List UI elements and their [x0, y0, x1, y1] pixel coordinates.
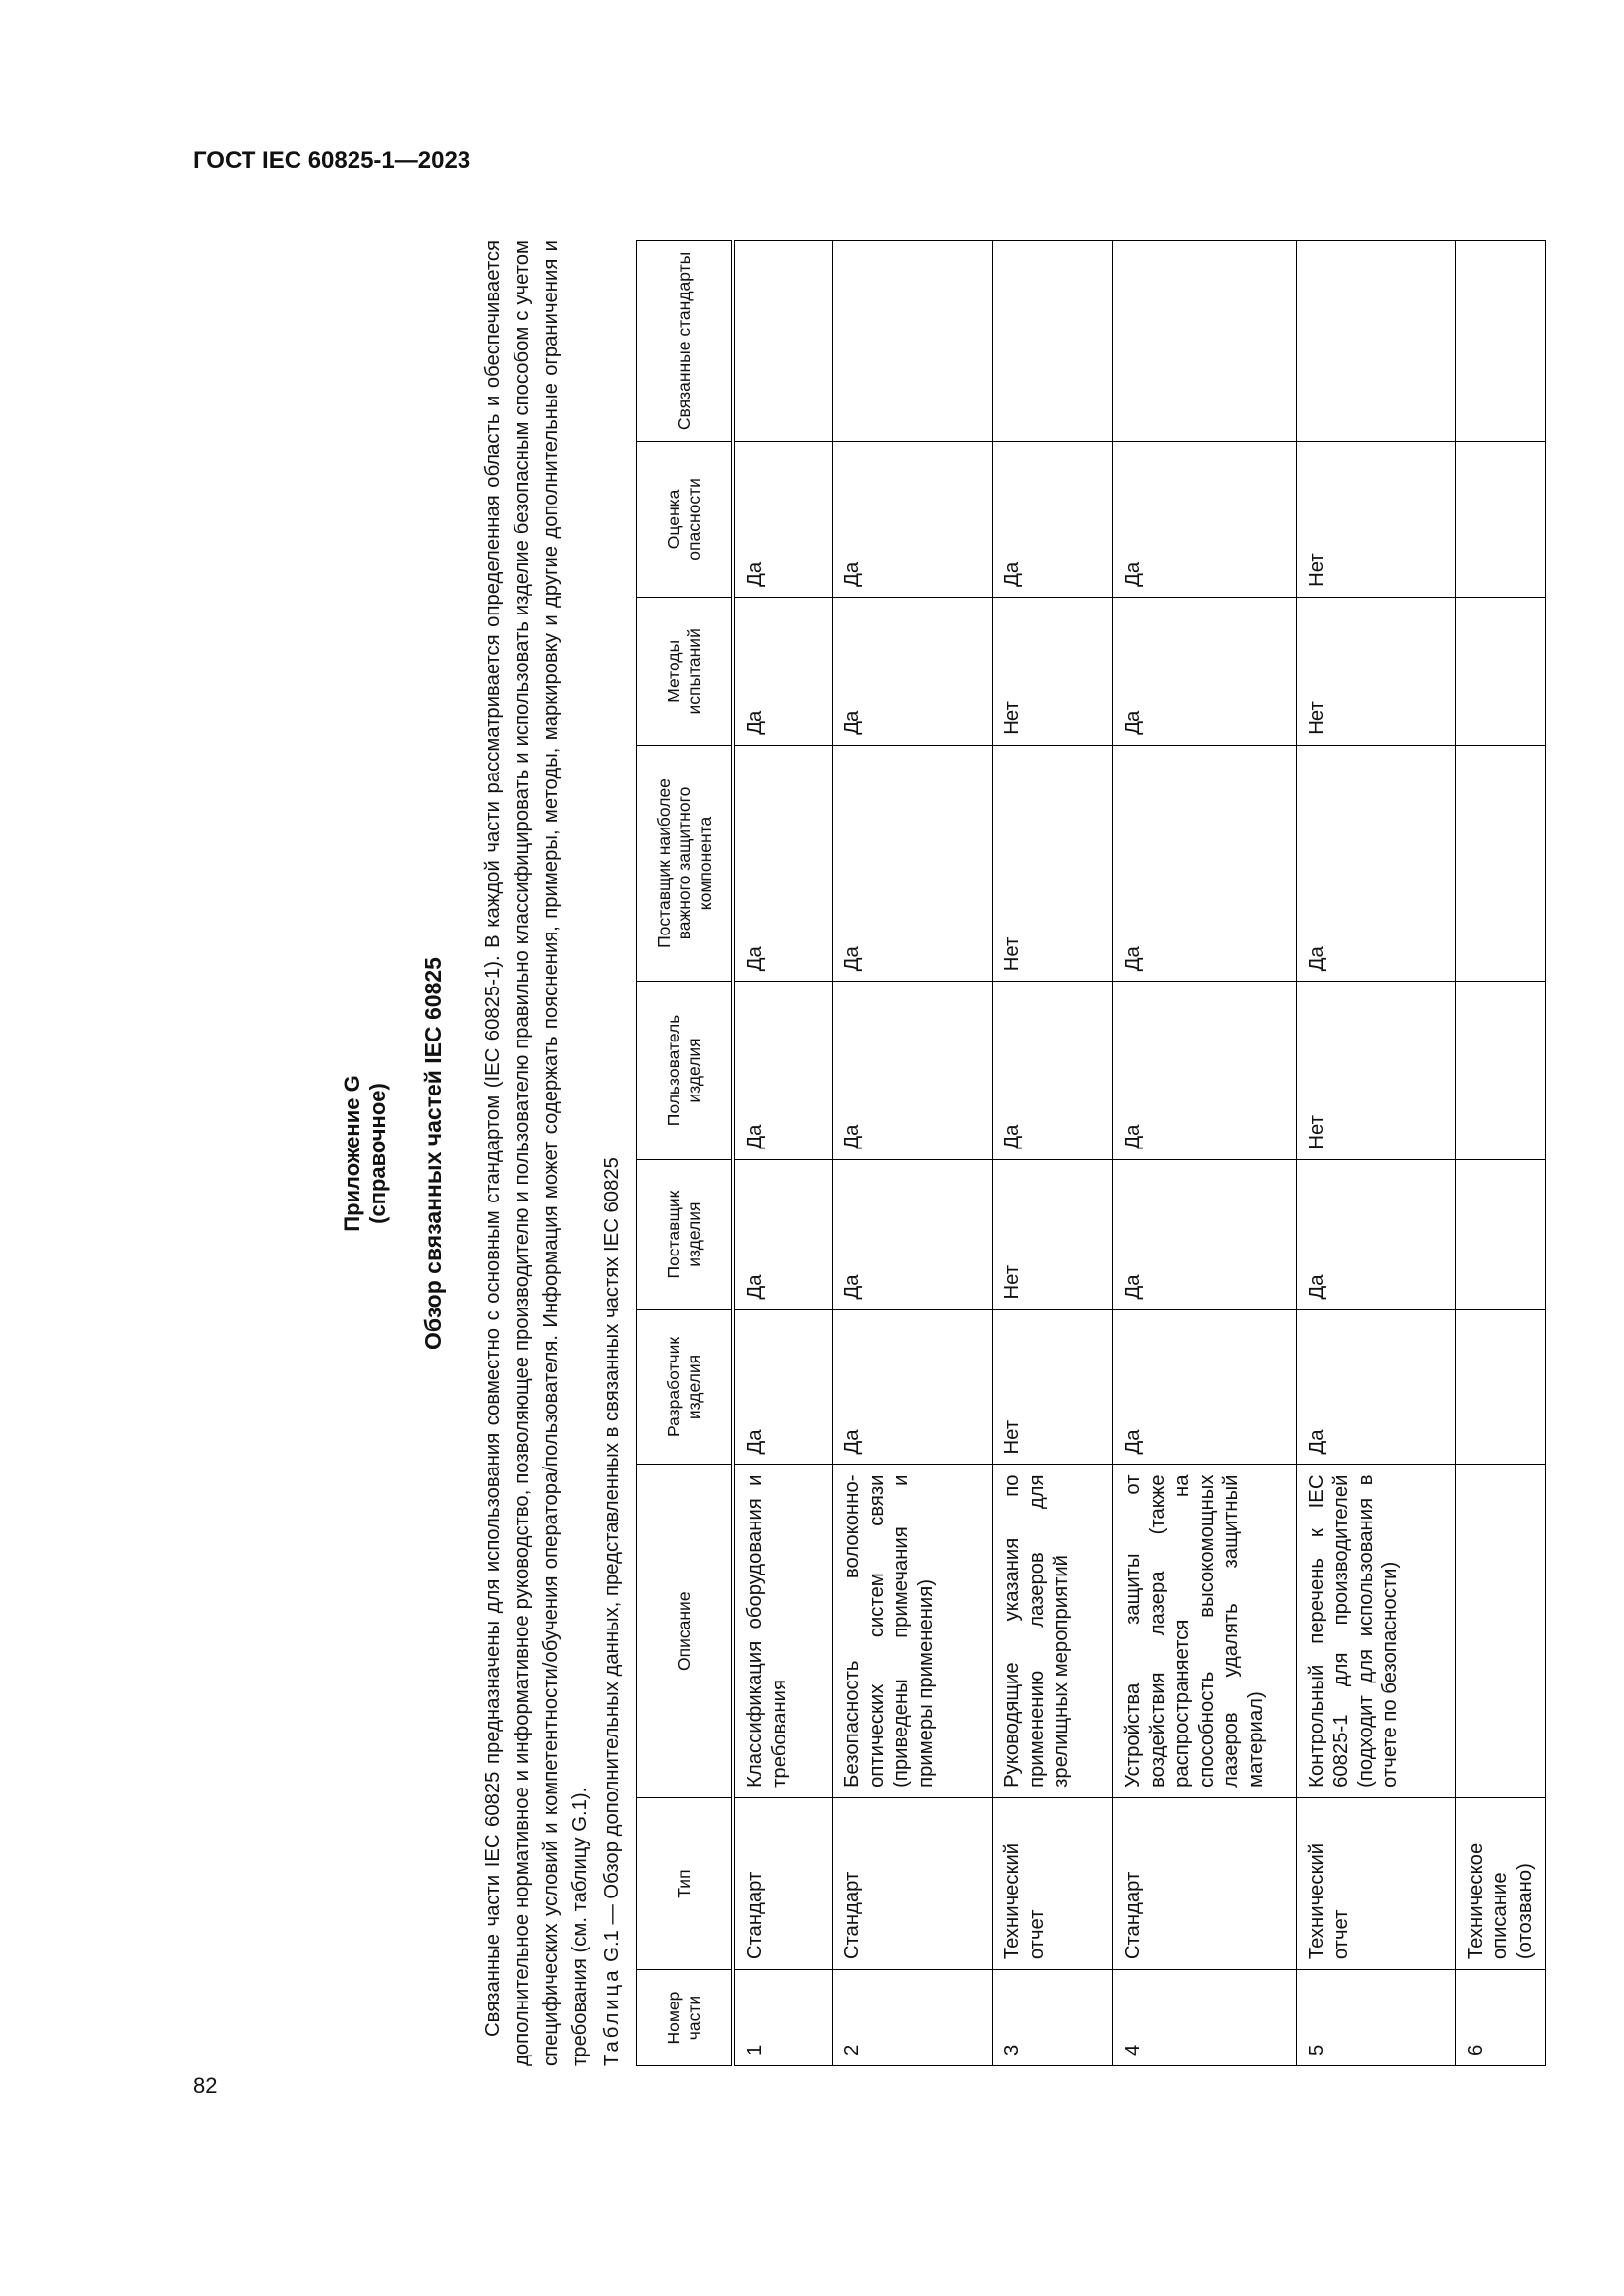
- table-cell: [1455, 745, 1545, 982]
- table-cell: [1112, 241, 1296, 442]
- table-cell: Да: [1112, 1309, 1296, 1465]
- table-cell: [1455, 982, 1545, 1159]
- table-cell: Да: [832, 745, 992, 982]
- table-cell: 3: [992, 1970, 1112, 2066]
- table-cell: Да: [1112, 1159, 1296, 1309]
- appendix-subtitle: (справочное): [365, 1083, 390, 1224]
- table-cell: Да: [733, 441, 832, 597]
- related-parts-table: [636, 240, 1546, 2066]
- table-cell: Нет: [1296, 597, 1455, 745]
- table-cell: Устройства защиты от воздействия лазера (также распространяется на способность высокомощных лазеров удалять защитный материал): [1112, 1465, 1296, 1797]
- table-cell: Техническое описание (отозвано): [1455, 1797, 1545, 1969]
- table-cell: Да: [1112, 597, 1296, 745]
- table-header-cell: Номер части: [637, 1970, 734, 2066]
- table-cell: Руководящие указания по применению лазеров для зрелищных мероприятий: [992, 1465, 1112, 1797]
- table-cell: Стандарт: [832, 1797, 992, 1969]
- table-cell: Нет: [992, 597, 1112, 745]
- table-header-cell: Связанные стандарты: [637, 241, 734, 442]
- table-cell: [1455, 597, 1545, 745]
- table-cell: Классификация оборудования и требования: [733, 1465, 832, 1797]
- table-cell: Стандарт: [733, 1797, 832, 1969]
- table-cell: [992, 241, 1112, 442]
- table-cell: [1296, 241, 1455, 442]
- table-cell: Да: [1112, 745, 1296, 982]
- table-cell: Безопасность волоконно-оптических систем связи (приведены примечания и примеры применения): [832, 1465, 992, 1797]
- table-cell: Нет: [992, 1309, 1112, 1465]
- table-cell: Да: [733, 1309, 832, 1465]
- table-header-cell: Методы испытаний: [637, 597, 734, 745]
- table-cell: Да: [992, 982, 1112, 1159]
- table-cell: [1455, 241, 1545, 442]
- table-cell: Нет: [992, 1159, 1112, 1309]
- table-cell: Да: [832, 1159, 992, 1309]
- table-cell: Да: [992, 441, 1112, 597]
- table-cell: [733, 241, 832, 442]
- table-cell: 2: [832, 1970, 992, 2066]
- table-cell: 6: [1455, 1970, 1545, 2066]
- table-row: [1112, 241, 1296, 2066]
- table-row: [832, 241, 992, 2066]
- table-header-cell: Пользователь изделия: [637, 982, 734, 1159]
- table-header-cell: Тип: [637, 1797, 734, 1969]
- appendix-heading: [340, 240, 391, 2066]
- table-cell: Да: [733, 982, 832, 1159]
- table-header-cell: Описание: [637, 1465, 734, 1797]
- table-cell: Контрольный перечень к IEC 60825-1 для производителей (подходит для использования в отчете по безопасности): [1296, 1465, 1455, 1797]
- table-cell: Да: [733, 1159, 832, 1309]
- table-cell: Да: [832, 982, 992, 1159]
- table-cell: Да: [1296, 1309, 1455, 1465]
- table-header-cell: Поставщик наиболее важного защитного компонента: [637, 745, 734, 982]
- table-row: [733, 241, 832, 2066]
- table-header-cell: Оценка опасности: [637, 441, 734, 597]
- rotated-content: [334, 240, 1551, 2066]
- table-cell: Да: [733, 745, 832, 982]
- table-cell: [1455, 1465, 1545, 1797]
- table-header-row: [637, 241, 734, 2066]
- table-cell: Да: [832, 441, 992, 597]
- table-header-cell: Поставщик изделия: [637, 1159, 734, 1309]
- table-header-cell: Разработчик изделия: [637, 1309, 734, 1465]
- appendix-title: Приложение G: [340, 1075, 364, 1232]
- table-cell: [1455, 1159, 1545, 1309]
- table-cell: [1455, 441, 1545, 597]
- table-cell: Нет: [1296, 982, 1455, 1159]
- table-row: [992, 241, 1112, 2066]
- table-cell: 1: [733, 1970, 832, 2066]
- table-cell: Технический отчет: [1296, 1797, 1455, 1969]
- table-cell: Да: [1112, 441, 1296, 597]
- document-header: ГОСТ IEC 60825-1—2023: [193, 147, 471, 174]
- section-title: Обзор связанных частей IEC 60825: [420, 957, 446, 1350]
- table-cell: Стандарт: [1112, 1797, 1296, 1969]
- table-cell: Да: [832, 597, 992, 745]
- table-cell: 4: [1112, 1970, 1296, 2066]
- table-cell: Да: [733, 597, 832, 745]
- table-cell: [1455, 1309, 1545, 1465]
- table-caption: [601, 1157, 623, 2066]
- table-cell: Да: [1296, 745, 1455, 982]
- table-caption-text: G.1 — Обзор дополнительных данных, представленных в связанных частях IEC 60825: [601, 1157, 623, 1968]
- table-caption-label: Таблица: [601, 1967, 623, 2066]
- table-cell: Нет: [1296, 441, 1455, 597]
- table-cell: [832, 241, 992, 442]
- table-row: [1296, 241, 1455, 2066]
- intro-paragraph: Связанные части IEC 60825 предназначены для использования совместно с основным стандартом (IEC 60825-1). В каждой части рассматривается определенная область и обеспечивается дополнительное нормативное и информативное руководство, позволяющее производителю и пользователю правильно классифицировать и использовать изделие безопасным способом с учетом специфических условий и компетентности/обучения оператора/пользователя. Информация может содержать пояснения, примеры, методы, маркировку и другие дополнительные ограничения и требования (см. таблицу G.1).: [482, 240, 591, 2066]
- table-row: [1455, 241, 1545, 2066]
- table-cell: Нет: [992, 745, 1112, 982]
- page-number: 82: [193, 2073, 218, 2098]
- table-cell: Да: [1112, 982, 1296, 1159]
- table-cell: Да: [1296, 1159, 1455, 1309]
- table-cell: Технический отчет: [992, 1797, 1112, 1969]
- table-cell: 5: [1296, 1970, 1455, 2066]
- table-cell: Да: [832, 1309, 992, 1465]
